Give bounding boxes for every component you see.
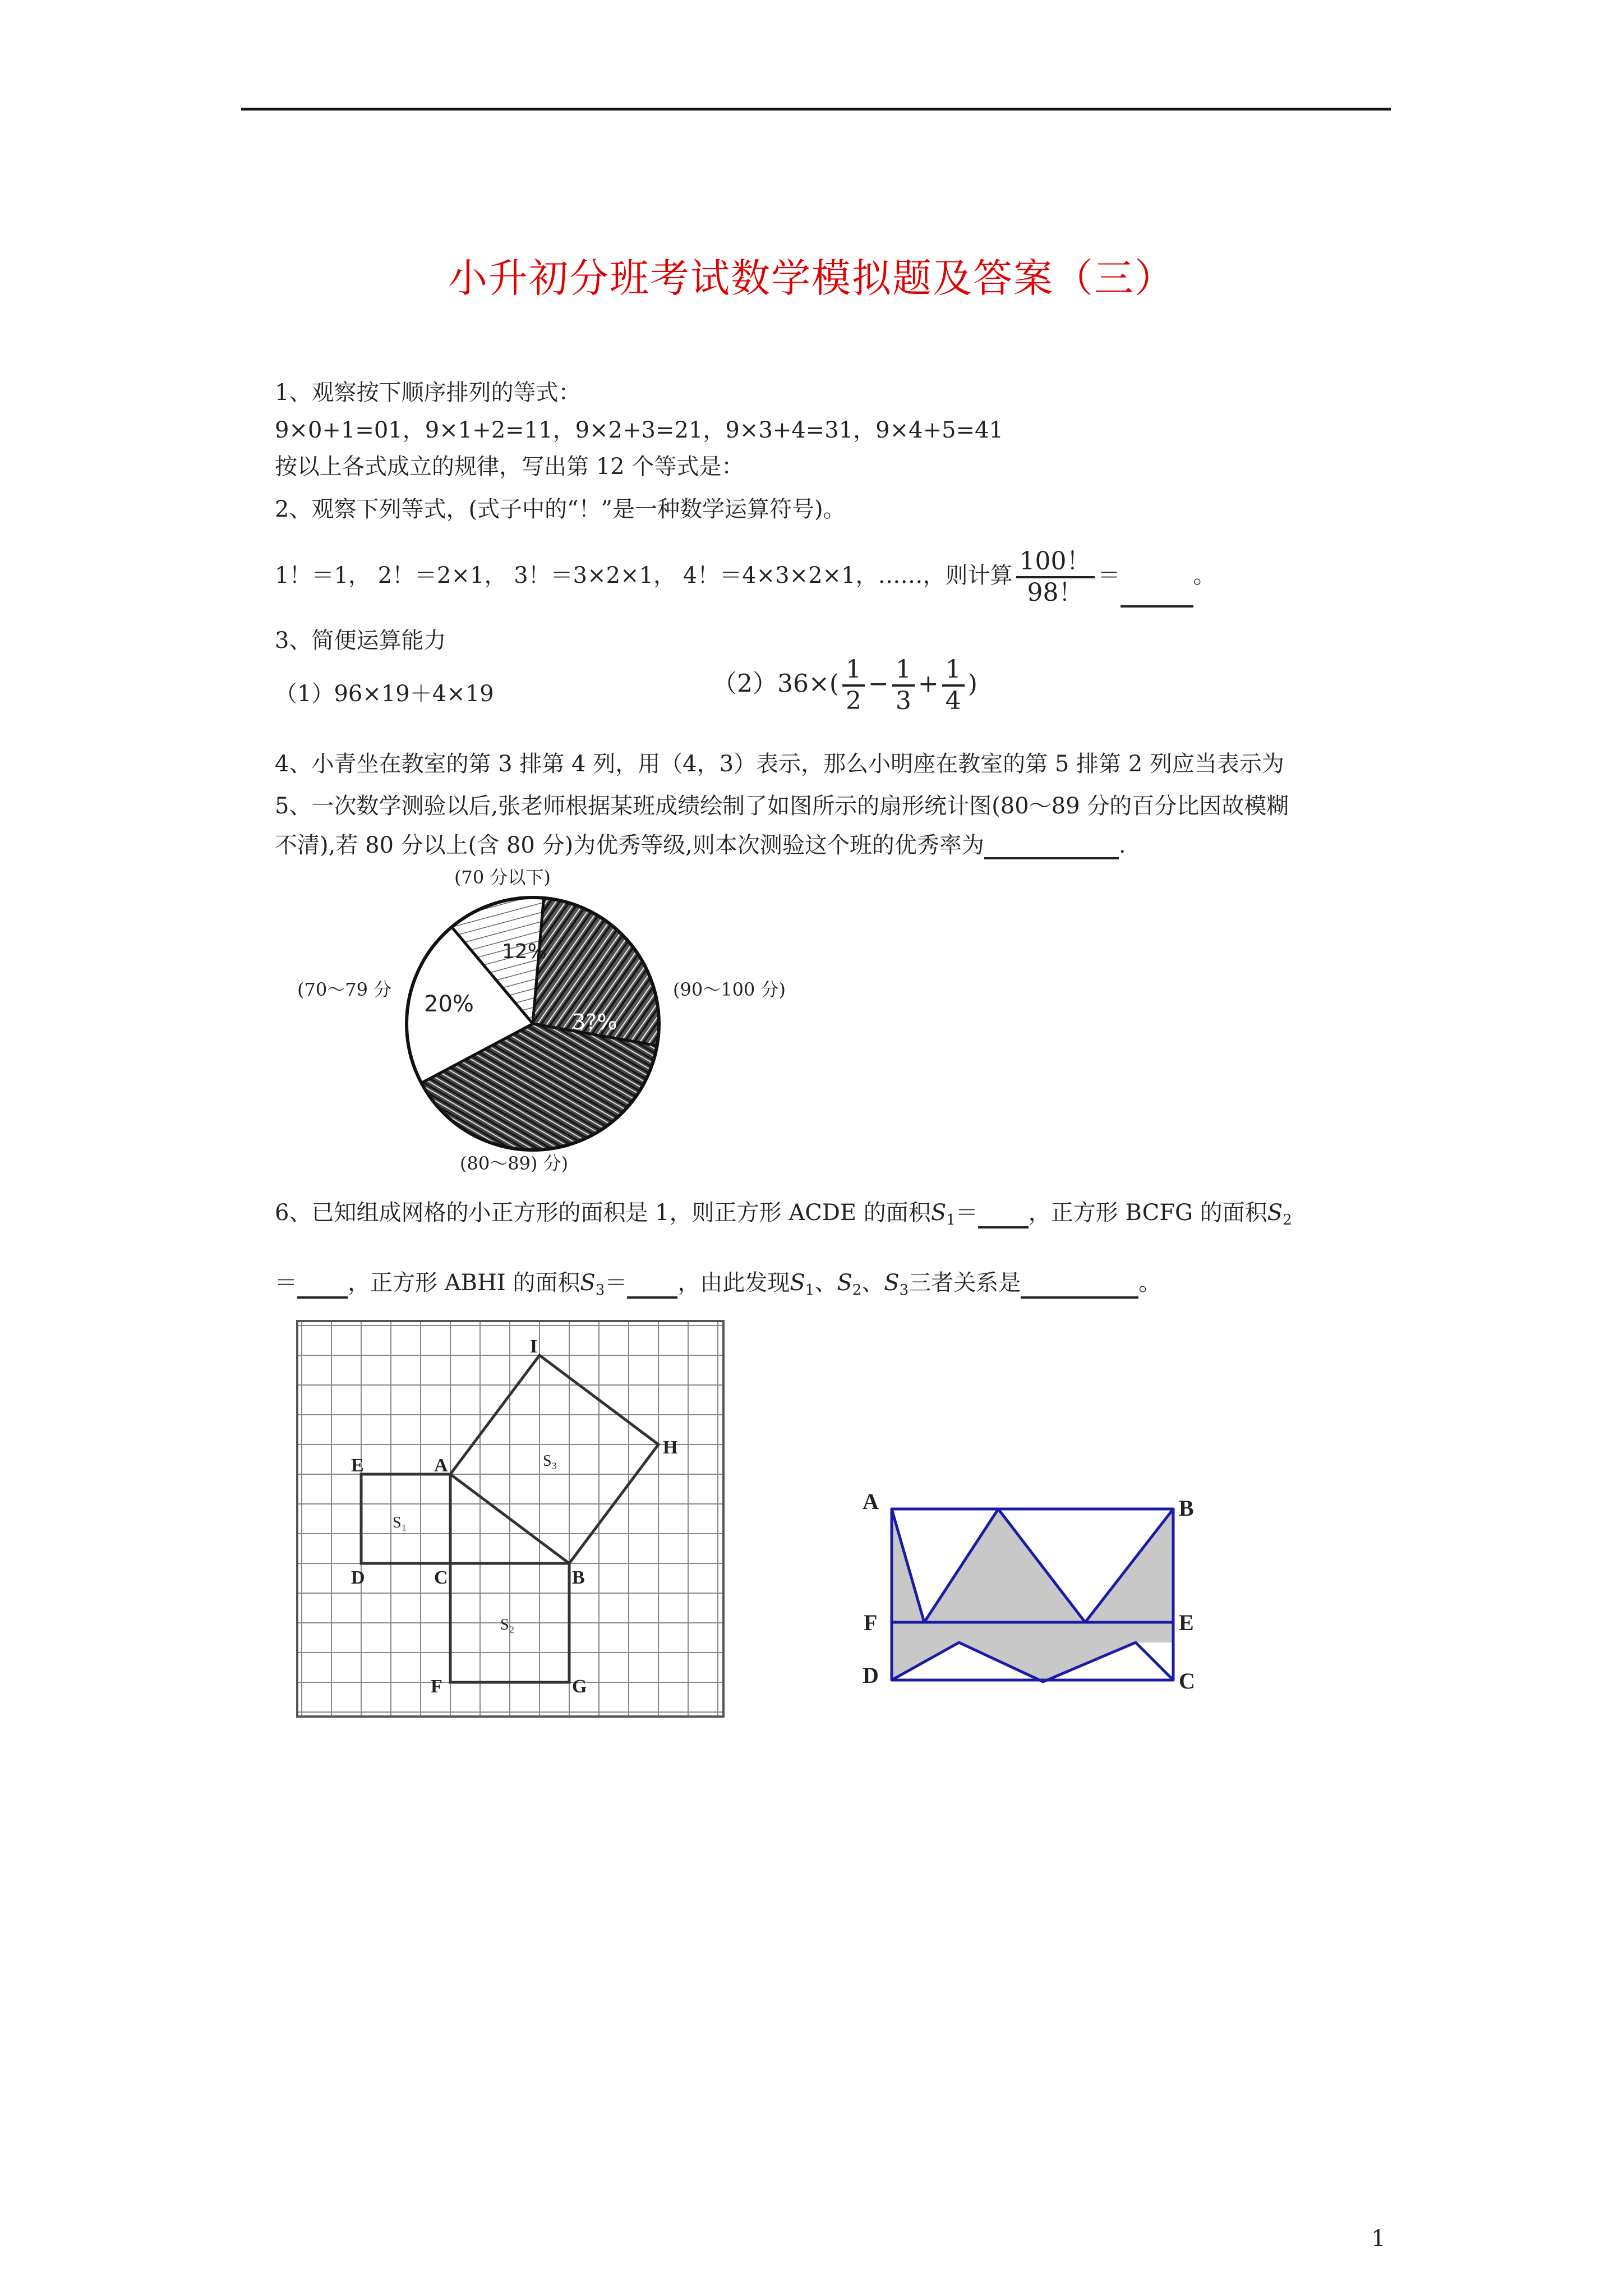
q6-r2-sub: 2 xyxy=(852,1282,862,1299)
q2-frac-den: 98！ xyxy=(1027,578,1083,607)
q3-minus: − xyxy=(868,669,889,698)
pie-label-below70: (70 分以下) xyxy=(454,867,551,888)
grid-label-g: G xyxy=(572,1676,587,1697)
q1-line3: 按以上各式成立的规律，写出第 12 个等式是： xyxy=(275,454,744,480)
q6-sep1: 、 xyxy=(814,1270,837,1296)
grid-label-c: C xyxy=(434,1567,448,1588)
q3-frac1-den: 2 xyxy=(846,687,862,715)
q6-line2 xyxy=(275,1265,1161,1299)
q5-line1: 5、一次数学测验以后,张老师根据某班成绩绘制了如图所示的扇形统计图(80～89 分的百分比因故模糊 xyxy=(275,793,1289,819)
rect-label-d: D xyxy=(863,1663,879,1688)
q5-line2 xyxy=(275,827,1126,859)
grid-label-b: B xyxy=(572,1567,585,1588)
q6-line2-end: 。 xyxy=(1138,1270,1161,1296)
q3-part2-prefix: （2）36×( xyxy=(712,669,840,698)
q6-eq2: ＝ xyxy=(275,1270,297,1296)
q6-eq1: ＝ xyxy=(955,1200,978,1226)
q6-s3-blank[interactable] xyxy=(627,1272,677,1299)
pie-label-90-100: (90～100 分) xyxy=(673,979,786,1000)
q3-part2-suffix: ) xyxy=(967,669,978,698)
pie-percent-12: 12% xyxy=(502,940,547,963)
pie-chart xyxy=(280,861,841,1175)
grid-label-i: I xyxy=(530,1336,538,1357)
q2-prefix: 1！＝1， 2！＝2×1， 3！＝3×2×1， 4！＝4×3×2×1，……，则计算 xyxy=(275,563,1013,588)
grid-region-s3: S₃ xyxy=(543,1452,557,1470)
header-rule xyxy=(241,108,1391,111)
q4-line1: 4、小青坐在教室的第 3 排第 4 列，用（4，3）表示，那么小明座在教室的第 5 排第 2 列应当表示为 xyxy=(275,751,1284,777)
rect-label-a: A xyxy=(863,1489,879,1514)
grid-label-f: F xyxy=(431,1676,442,1697)
q6-s3: S xyxy=(580,1270,596,1296)
q6-s2: S xyxy=(1267,1200,1283,1226)
q2-eq: ＝ xyxy=(1098,563,1121,588)
q2-line1: 2、观察下列等式，(式子中的“！”是一种数学运算符号)。 xyxy=(275,496,846,522)
rect-figure xyxy=(852,1475,1245,1711)
q6-sep2: 、 xyxy=(861,1270,884,1296)
grid-label-h: H xyxy=(663,1437,678,1458)
rect-label-f: F xyxy=(864,1610,878,1635)
q6-line1 xyxy=(275,1195,1292,1228)
q3-frac3-den: 4 xyxy=(945,687,961,715)
q6-line2-b: ，由此发现 xyxy=(677,1270,790,1296)
q3-line1: 3、简便运算能力 xyxy=(275,628,446,654)
grid-figure xyxy=(292,1315,729,1725)
q3-frac1-num: 1 xyxy=(842,655,865,687)
q6-s2-blank[interactable] xyxy=(297,1272,348,1299)
q6-s2-sub: 2 xyxy=(1283,1212,1292,1228)
q2-answer-blank[interactable] xyxy=(1121,581,1193,608)
q1-line1: 1、观察按下顺序排列的等式： xyxy=(275,380,581,406)
rect-label-b: B xyxy=(1179,1496,1194,1521)
q1-line2: 9×0+1=01，9×1+2=11，9×2+3=21，9×3+4=31，9×4+5=41 xyxy=(275,417,1003,443)
q3-frac2 xyxy=(892,655,915,716)
q6-r1: S xyxy=(790,1270,805,1296)
rect-label-c: C xyxy=(1179,1668,1195,1694)
q2-frac-num: 100！ xyxy=(1016,547,1095,578)
q6-line1-b: ，正方形 BCFG 的面积 xyxy=(1028,1200,1267,1226)
pie-percent-20: 20% xyxy=(424,991,474,1017)
grid-label-e: E xyxy=(351,1455,364,1476)
q6-s1-blank[interactable] xyxy=(978,1202,1029,1228)
q5-line2-end: . xyxy=(1118,832,1126,858)
q5-line2-text: 不清),若 80 分以上(含 80 分)为优秀等级,则本次测验这个班的优秀率为 xyxy=(275,832,984,858)
grid-region-s1: S₁ xyxy=(393,1514,407,1531)
q3-plus: + xyxy=(917,669,939,698)
pie-label-80-89: (80～89) 分) xyxy=(460,1153,569,1174)
q6-r2: S xyxy=(837,1270,852,1296)
grid-label-d: D xyxy=(351,1567,365,1588)
page-title: 小升初分班考试数学模拟题及答案（三） xyxy=(448,255,1175,301)
q3-part2 xyxy=(712,655,978,716)
q6-line2-a: ，正方形 ABHI 的面积 xyxy=(348,1270,580,1296)
q2-fraction xyxy=(1016,547,1095,608)
q6-line1-a: 6、已知组成网格的小正方形的面积是 1，则正方形 ACDE 的面积 xyxy=(275,1200,931,1226)
q2-line2 xyxy=(275,547,1216,608)
q6-r3: S xyxy=(884,1270,900,1296)
q6-s1: S xyxy=(930,1200,947,1226)
q3-frac3-num: 1 xyxy=(942,655,965,687)
grid-label-a: A xyxy=(434,1455,448,1476)
q2-end: 。 xyxy=(1193,563,1216,588)
rect-label-e: E xyxy=(1179,1610,1194,1635)
q6-s3-sub: 3 xyxy=(595,1282,605,1299)
pie-label-70-79: (70～79 分 xyxy=(297,979,392,1000)
pie-percent-90-100: 3?% xyxy=(572,1010,617,1034)
q6-s1-sub: 1 xyxy=(946,1212,956,1228)
q3-frac2-den: 3 xyxy=(895,687,911,715)
grid-region-s2: S₂ xyxy=(500,1616,515,1634)
q6-eq3: ＝ xyxy=(605,1270,628,1296)
q6-r3-sub: 3 xyxy=(899,1282,909,1299)
q6-line2-c: 三者关系是 xyxy=(909,1270,1021,1296)
q6-relation-blank[interactable] xyxy=(1021,1272,1138,1299)
q5-answer-blank[interactable] xyxy=(984,832,1119,859)
q3-part1: （1）96×19＋4×19 xyxy=(275,681,494,707)
q3-frac1 xyxy=(842,655,865,716)
q6-r1-sub: 1 xyxy=(805,1282,815,1299)
page-number: 1 xyxy=(1371,2226,1386,2252)
q3-frac3 xyxy=(942,655,965,716)
q3-frac2-num: 1 xyxy=(892,655,915,687)
